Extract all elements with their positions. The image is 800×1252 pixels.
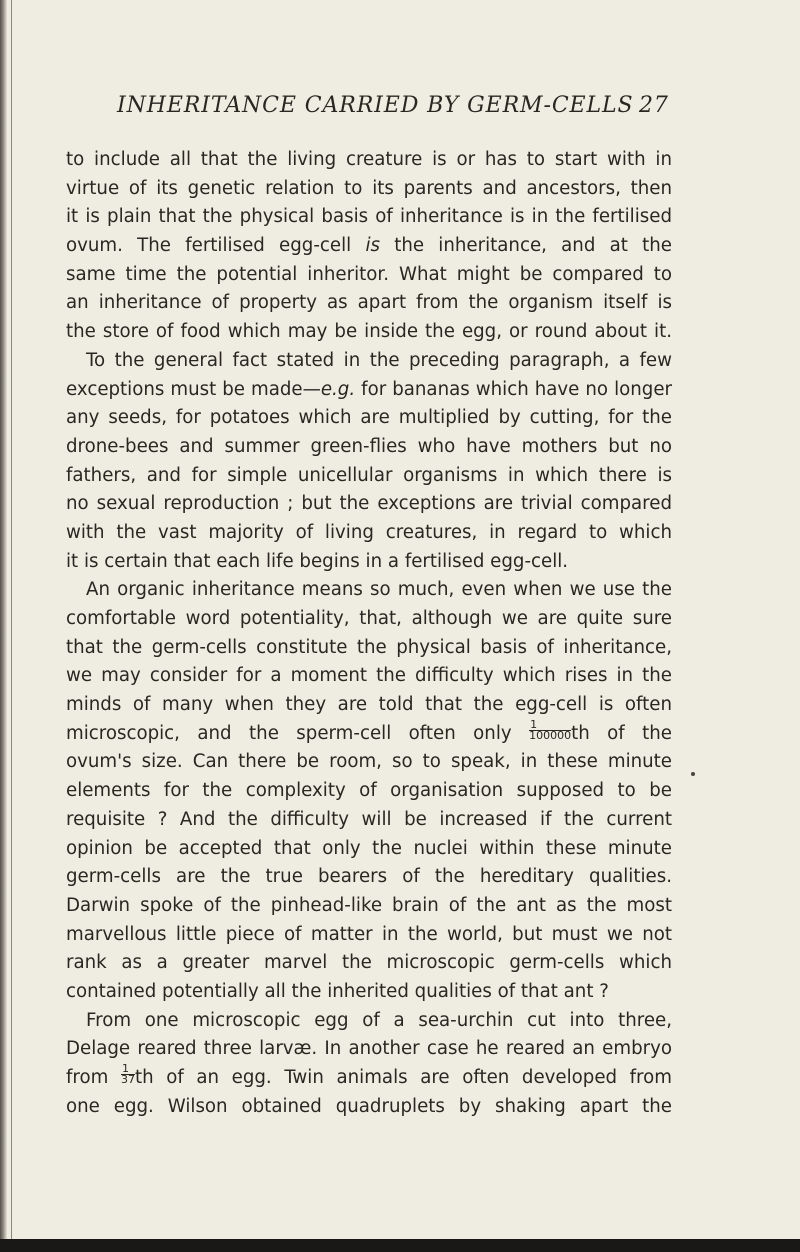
text-line: opinion be accepted that only the nuclei within these minute (66, 837, 672, 859)
text-line: An organic inheritance means so much, even when we use the (86, 579, 672, 601)
text-line: elements for the complexity of organisation supposed to be (66, 780, 672, 802)
text-line: any seeds, for potatoes which are multiplied by cutting, for the (66, 407, 672, 429)
bottom-edge (0, 1239, 800, 1252)
text-line: no sexual reproduction ; but the exceptions are trivial compared (66, 493, 672, 515)
text-line: From one microscopic egg of a sea-urchin cut into three, (86, 1009, 672, 1031)
fraction-denominator: 100000 (529, 728, 572, 742)
running-header-title: INHERITANCE CARRIED BY GERM-CELLS (117, 93, 634, 118)
text-line: it is plain that the physical basis of inheritance is in the fertilised (66, 206, 672, 228)
fraction-numerator: 1 (529, 720, 571, 731)
text-line (66, 717, 672, 749)
text-span: ovum. The fertilised egg-cell (66, 235, 352, 257)
text-line (66, 232, 672, 261)
running-header (117, 93, 677, 129)
text-line: To the general fact stated in the preceding paragraph, a few (86, 349, 672, 371)
text-span: the inheritance, and at the (394, 235, 672, 257)
text-line: comfortable word potentiality, that, although we are quite sure (66, 608, 672, 629)
fraction (121, 1064, 135, 1085)
text-line: the store of food which may be inside the egg, or round about it. (66, 321, 672, 343)
text-line: ovum's size. Can there be room, so to speak, in these minute (66, 751, 672, 773)
text-line: minds of many when they are told that the egg-cell is often (66, 694, 672, 716)
italic-word: e.g. (320, 378, 356, 400)
margin-dot (691, 772, 695, 776)
page-binding-edge (0, 0, 7, 1252)
text-line: Delage reared three larvæ. In another case he reared an embryo (66, 1038, 672, 1060)
italic-word: is (365, 235, 380, 257)
text-span: microscopic, and the sperm-cell often only (66, 722, 512, 744)
text-span: for bananas which have no longer (355, 378, 673, 400)
text-line (66, 376, 672, 405)
text-line (66, 1064, 672, 1093)
text-line: same time the potential inheritor. What might be compared to (66, 263, 672, 285)
text-line: marvellous little piece of matter in the world, but must we not (66, 923, 672, 945)
text-line: one egg. Wilson obtained quadruplets by shaking apart the (66, 1095, 672, 1117)
page-binding-line (11, 0, 12, 1252)
page-number: 27 (639, 93, 669, 118)
text-line: drone-bees and summer green-flies who have mothers but no (66, 435, 672, 457)
text-line: an inheritance of property as apart from the organism itself is (66, 292, 672, 314)
text-line: with the vast majority of living creatures, in regard to which (66, 521, 672, 543)
fraction-numerator: 1 (121, 1064, 135, 1075)
text-line: requisite ? And the difficulty will be increased if the current (66, 808, 672, 830)
text-line: we may consider for a moment the difficulty which rises in the (66, 665, 672, 687)
body-text (66, 146, 672, 1121)
text-span: from (66, 1067, 109, 1088)
text-line: contained potentially all the inherited qualities of that ant ? (66, 980, 609, 1002)
text-line: virtue of its genetic relation to its parents and ancestors, then (66, 177, 672, 199)
text-span: th of an egg. Twin animals are often developed from (134, 1067, 672, 1088)
text-line: that the germ-cells constitute the physical basis of inheritance, (66, 636, 672, 658)
text-span: th of the (571, 722, 672, 744)
text-line: to include all that the living creature is or has to start with in (66, 149, 672, 170)
text-line: Darwin spoke of the pinhead-like brain of the ant as the most (66, 894, 672, 916)
fraction-denominator: 37 (120, 1073, 135, 1086)
text-line: germ-cells are the true bearers of the hereditary qualities. (66, 866, 672, 888)
text-line: rank as a greater marvel the microscopic germ-cells which (66, 952, 672, 974)
fraction (529, 717, 572, 742)
text-span: exceptions must be made— (66, 378, 321, 400)
text-line: fathers, and for simple unicellular organisms in which there is (66, 464, 672, 486)
text-line: it is certain that each life begins in a fertilised egg-cell. (66, 550, 569, 572)
